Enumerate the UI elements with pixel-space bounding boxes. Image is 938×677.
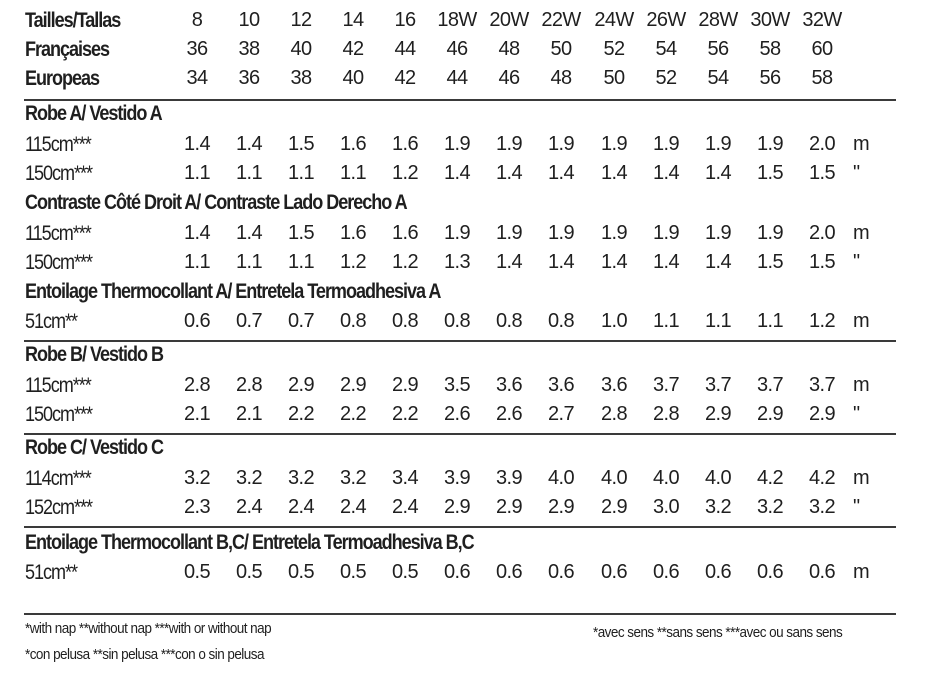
cell: 1.9 (600, 222, 627, 244)
section-title: Entoilage Thermocollant A/ Entretela Termoadhesiva A (25, 280, 441, 303)
cell: 1.4 (495, 251, 522, 273)
cell: 1.9 (495, 133, 522, 155)
row-label: 51cm** (25, 310, 78, 333)
cell: 18W (437, 9, 477, 31)
footnote-french: *avec sens **sans sens ***avec ou sans sens (593, 624, 843, 641)
cell: 1.5 (808, 162, 835, 184)
cell: 2.8 (235, 374, 262, 396)
row-label: Tailles/Tallas (25, 9, 121, 32)
unit-label: m (853, 561, 870, 583)
cell: 46 (498, 67, 520, 89)
unit-label: m (853, 133, 870, 155)
cell: 40 (290, 38, 312, 60)
cell: 2.2 (339, 403, 366, 425)
cell: 1.1 (235, 251, 262, 273)
cell: 28W (698, 9, 738, 31)
cell: 2.6 (443, 403, 470, 425)
cell: 0.7 (235, 310, 262, 332)
cell: 2.4 (235, 496, 262, 518)
cell: 3.7 (808, 374, 835, 396)
cell: 1.9 (704, 222, 731, 244)
cell: 1.2 (391, 162, 418, 184)
cell: 34 (186, 67, 208, 89)
row-label: Europeas (25, 67, 100, 90)
cell: 56 (759, 67, 781, 89)
row-label: 150cm*** (25, 162, 93, 185)
footnote-english: *with nap **without nap ***with or without nap (25, 620, 272, 637)
cell: 1.2 (339, 251, 366, 273)
divider (24, 99, 896, 101)
cell: 44 (394, 38, 416, 60)
cell: 3.6 (547, 374, 574, 396)
cell: 1.1 (339, 162, 366, 184)
cell: 3.2 (704, 496, 731, 518)
cell: 0.6 (495, 561, 522, 583)
cell: 42 (394, 67, 416, 89)
cell: 1.6 (339, 222, 366, 244)
cell: 1.1 (287, 162, 314, 184)
cell: 1.9 (652, 222, 679, 244)
cell: 1.2 (808, 310, 835, 332)
table-row (0, 496, 938, 526)
cell: 3.2 (287, 467, 314, 489)
cell: 40 (342, 67, 364, 89)
cell: 2.9 (756, 403, 783, 425)
row-label: 114cm*** (25, 467, 91, 490)
table-row (0, 374, 938, 404)
cell: 0.6 (808, 561, 835, 583)
cell: 10 (238, 9, 260, 31)
cell: 1.4 (652, 251, 679, 273)
unit-label: " (853, 403, 861, 425)
cell: 48 (498, 38, 520, 60)
section-title: Robe A/ Vestido A (25, 102, 162, 125)
cell: 1.5 (287, 133, 314, 155)
row-label: 51cm** (25, 561, 78, 584)
cell: 48 (550, 67, 572, 89)
cell: 22W (541, 9, 581, 31)
divider (24, 613, 896, 615)
cell: 3.5 (443, 374, 470, 396)
cell: 2.9 (391, 374, 418, 396)
cell: 4.0 (547, 467, 574, 489)
cell: 0.6 (443, 561, 470, 583)
cell: 1.5 (756, 251, 783, 273)
cell: 4.2 (808, 467, 835, 489)
cell: 1.5 (756, 162, 783, 184)
cell: 1.4 (443, 162, 470, 184)
unit-label: m (853, 374, 870, 396)
cell: 1.9 (547, 222, 574, 244)
cell: 58 (759, 38, 781, 60)
cell: 1.9 (443, 133, 470, 155)
divider (24, 340, 896, 342)
unit-label: " (853, 496, 861, 518)
section-title: Robe C/ Vestido C (25, 436, 164, 459)
cell: 1.4 (547, 162, 574, 184)
cell: 2.1 (235, 403, 262, 425)
cell: 3.2 (756, 496, 783, 518)
cell: 0.5 (235, 561, 262, 583)
cell: 2.4 (339, 496, 366, 518)
cell: 50 (550, 38, 572, 60)
table-row (0, 133, 938, 163)
cell: 1.4 (652, 162, 679, 184)
cell: 1.1 (235, 162, 262, 184)
cell: 2.4 (287, 496, 314, 518)
cell: 2.9 (547, 496, 574, 518)
cell: 1.9 (547, 133, 574, 155)
row-label: 150cm*** (25, 251, 93, 274)
cell: 2.2 (391, 403, 418, 425)
cell: 1.9 (495, 222, 522, 244)
cell: 12 (290, 9, 312, 31)
divider (24, 526, 896, 528)
cell: 2.9 (808, 403, 835, 425)
table-row (0, 561, 938, 591)
cell: 1.1 (652, 310, 679, 332)
cell: 3.6 (495, 374, 522, 396)
cell: 2.9 (287, 374, 314, 396)
cell: 1.9 (756, 222, 783, 244)
table-row (0, 403, 938, 433)
cell: 1.3 (443, 251, 470, 273)
cell: 1.4 (547, 251, 574, 273)
header-row-europeas (0, 67, 938, 97)
cell: 3.6 (600, 374, 627, 396)
cell: 30W (750, 9, 790, 31)
cell: 2.8 (183, 374, 210, 396)
table-row (0, 310, 938, 340)
header-row-sizes (0, 9, 938, 39)
cell: 0.6 (600, 561, 627, 583)
cell: 3.7 (756, 374, 783, 396)
cell: 1.1 (183, 251, 210, 273)
section-title: Contraste Côté Droit A/ Contraste Lado Derecho A (25, 191, 407, 214)
cell: 0.8 (391, 310, 418, 332)
cell: 3.9 (495, 467, 522, 489)
row-label: 115cm*** (25, 133, 91, 156)
table-row (0, 222, 938, 252)
cell: 0.5 (339, 561, 366, 583)
table-row (0, 162, 938, 192)
cell: 3.2 (235, 467, 262, 489)
cell: 1.6 (391, 222, 418, 244)
cell: 3.2 (808, 496, 835, 518)
cell: 1.6 (339, 133, 366, 155)
cell: 1.4 (704, 162, 731, 184)
cell: 1.4 (600, 162, 627, 184)
cell: 1.4 (183, 222, 210, 244)
cell: 32W (802, 9, 842, 31)
cell: 52 (655, 67, 677, 89)
cell: 8 (191, 9, 203, 31)
cell: 60 (811, 38, 833, 60)
cell: 1.9 (756, 133, 783, 155)
cell: 0.8 (443, 310, 470, 332)
cell: 50 (603, 67, 625, 89)
cell: 0.6 (547, 561, 574, 583)
section-title: Entoilage Thermocollant B,C/ Entretela Termoadhesiva B,C (25, 531, 474, 554)
cell: 4.0 (600, 467, 627, 489)
cell: 20W (489, 9, 529, 31)
cell: 0.6 (183, 310, 210, 332)
cell: 0.6 (756, 561, 783, 583)
cell: 2.9 (495, 496, 522, 518)
cell: 0.5 (391, 561, 418, 583)
cell: 46 (446, 38, 468, 60)
cell: 4.0 (704, 467, 731, 489)
cell: 2.1 (183, 403, 210, 425)
cell: 2.9 (339, 374, 366, 396)
cell: 1.4 (235, 133, 262, 155)
cell: 1.1 (756, 310, 783, 332)
cell: 2.0 (808, 133, 835, 155)
unit-label: m (853, 310, 870, 332)
cell: 0.7 (287, 310, 314, 332)
cell: 1.0 (600, 310, 627, 332)
cell: 56 (707, 38, 729, 60)
row-label: 115cm*** (25, 374, 91, 397)
cell: 52 (603, 38, 625, 60)
cell: 2.9 (704, 403, 731, 425)
cell: 1.4 (495, 162, 522, 184)
unit-label: m (853, 467, 870, 489)
cell: 58 (811, 67, 833, 89)
cell: 1.9 (600, 133, 627, 155)
cell: 54 (655, 38, 677, 60)
cell: 3.9 (443, 467, 470, 489)
cell: 1.5 (808, 251, 835, 273)
footnote-spanish: *con pelusa **sin pelusa ***con o sin pelusa (25, 646, 264, 663)
cell: 2.7 (547, 403, 574, 425)
cell: 1.1 (287, 251, 314, 273)
cell: 0.8 (339, 310, 366, 332)
cell: 38 (238, 38, 260, 60)
cell: 0.6 (652, 561, 679, 583)
cell: 3.0 (652, 496, 679, 518)
cell: 0.6 (704, 561, 731, 583)
cell: 44 (446, 67, 468, 89)
cell: 26W (646, 9, 686, 31)
unit-label: m (853, 222, 870, 244)
cell: 36 (186, 38, 208, 60)
table-row (0, 467, 938, 497)
cell: 3.2 (339, 467, 366, 489)
cell: 1.4 (704, 251, 731, 273)
cell: 36 (238, 67, 260, 89)
cell: 4.2 (756, 467, 783, 489)
cell: 4.0 (652, 467, 679, 489)
cell: 1.9 (652, 133, 679, 155)
cell: 1.1 (704, 310, 731, 332)
cell: 0.8 (547, 310, 574, 332)
cell: 0.8 (495, 310, 522, 332)
cell: 1.5 (287, 222, 314, 244)
cell: 42 (342, 38, 364, 60)
row-label: Françaises (25, 38, 110, 61)
row-label: 150cm*** (25, 403, 93, 426)
cell: 2.3 (183, 496, 210, 518)
row-label: 115cm*** (25, 222, 91, 245)
cell: 2.9 (443, 496, 470, 518)
cell: 38 (290, 67, 312, 89)
cell: 1.4 (183, 133, 210, 155)
cell: 3.7 (704, 374, 731, 396)
cell: 2.2 (287, 403, 314, 425)
table-row (0, 251, 938, 281)
cell: 3.7 (652, 374, 679, 396)
divider (24, 433, 896, 435)
row-label: 152cm*** (25, 496, 93, 519)
header-row-francaises (0, 38, 938, 68)
cell: 1.9 (704, 133, 731, 155)
cell: 2.8 (600, 403, 627, 425)
cell: 2.8 (652, 403, 679, 425)
cell: 2.6 (495, 403, 522, 425)
cell: 3.4 (391, 467, 418, 489)
cell: 1.6 (391, 133, 418, 155)
unit-label: " (853, 162, 861, 184)
cell: 1.1 (183, 162, 210, 184)
cell: 1.9 (443, 222, 470, 244)
cell: 24W (594, 9, 634, 31)
unit-label: " (853, 251, 861, 273)
cell: 2.0 (808, 222, 835, 244)
cell: 0.5 (183, 561, 210, 583)
cell: 1.4 (235, 222, 262, 244)
cell: 54 (707, 67, 729, 89)
cell: 1.4 (600, 251, 627, 273)
cell: 0.5 (287, 561, 314, 583)
cell: 3.2 (183, 467, 210, 489)
cell: 1.2 (391, 251, 418, 273)
cell: 2.9 (600, 496, 627, 518)
cell: 16 (394, 9, 416, 31)
cell: 2.4 (391, 496, 418, 518)
cell: 14 (342, 9, 364, 31)
section-title: Robe B/ Vestido B (25, 343, 164, 366)
